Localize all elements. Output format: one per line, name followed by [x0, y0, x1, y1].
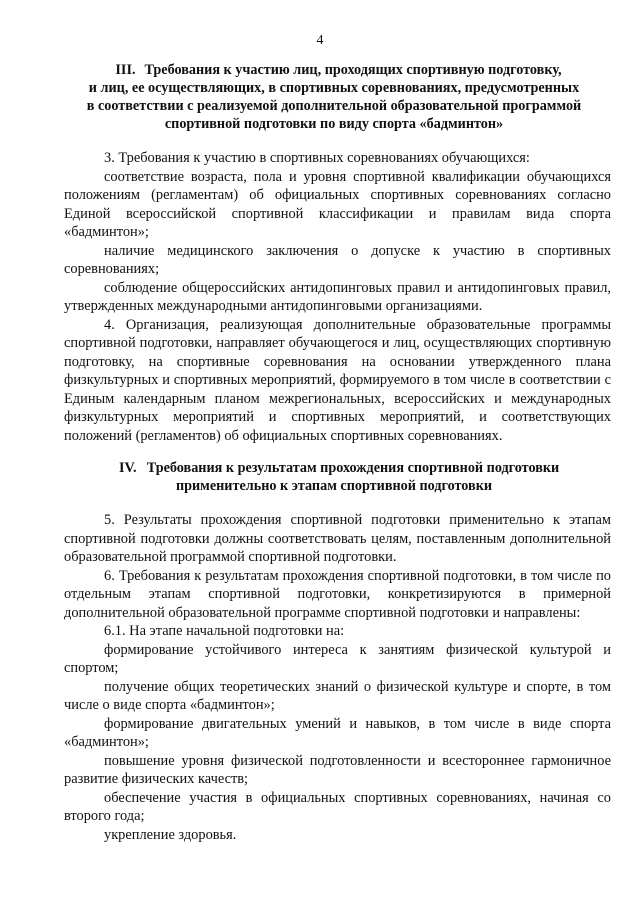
paragraph: 5. Результаты прохождения спортивной подготовки применительно к этапам спортивной подготовки должны соответствовать целям, поставленным дополнительной образовательной программой спортивной подготовки.: [64, 512, 611, 565]
section-3-title-line-3: в соответствии с реализуемой дополнительной образовательной программой: [86, 98, 582, 114]
section-3-body: [64, 149, 611, 445]
list-item: получение общих теоретических знаний о физической культуре и спорте, в том числе о виде спорта «бадминтон»;: [64, 678, 611, 713]
page-number: 4: [316, 33, 324, 48]
paragraph: соответствие возраста, пола и уровня спортивной квалификации обучающихся положениям (регламентам) об официальных спортивных соревнованиях согласно Единой всероссийской спортивной классификации и правилам вида спорта «бадминтон»;: [64, 168, 611, 240]
paragraph: 4. Организация, реализующая дополнительные образовательные программы спортивной подготовки, направляет обучающегося и лиц, осуществляющих спортивную подготовку, на спортивные соревнования на основании утвержденного плана физкультурных и спортивных мероприятий, формируемого в том числе в соответствии с Единым календарным планом межрегиональных, всероссийских и международных физкультурных мероприятий и спортивных мероприятий, и соответствующих положений (регламентов) об официальных спортивных соревнованиях.: [64, 316, 611, 444]
paragraph: наличие медицинского заключения о допуске к участию в спортивных соревнованиях;: [64, 242, 611, 277]
section-4-numeral: IV.: [119, 460, 137, 476]
list-item: обеспечение участия в официальных спортивных соревнованиях, начиная со второго года;: [64, 789, 611, 824]
section-4-body: [64, 511, 611, 844]
list-item: формирование устойчивого интереса к занятиям физической культурой и спортом;: [64, 641, 611, 676]
paragraph: соблюдение общероссийских антидопинговых правил и антидопинговых правил, утвержденных международными антидопинговыми организациями.: [64, 279, 611, 314]
paragraph: 6.1. На этапе начальной подготовки на:: [104, 623, 345, 639]
section-3-title-line-2: и лиц, ее осуществляющих, в спортивных соревнованиях, предусмотренных: [88, 80, 580, 96]
paragraph: 3. Требования к участию в спортивных соревнованиях обучающихся:: [104, 150, 530, 166]
section-4-title-line-2: применительно к этапам спортивной подготовки: [175, 478, 493, 494]
section-3-title-line-1: Требования к участию лиц, проходящих спортивную подготовку,: [144, 62, 562, 78]
section-3-heading: [60, 61, 608, 133]
paragraph: 6. Требования к результатам прохождения спортивной подготовки, в том числе по отдельным этапам спортивной подготовки, конкретизируются в примерной дополнительной образовательной программе спортивной подготовки и направлены:: [64, 567, 611, 621]
list-item: укрепление здоровья.: [104, 826, 237, 843]
section-3-heading-line: [60, 61, 608, 79]
section-4-heading: [60, 459, 608, 495]
section-4-title-line-1: Требования к результатам прохождения спортивной подготовки: [146, 460, 560, 476]
list-item: повышение уровня физической подготовленности и всестороннее гармоничное развитие физических качеств;: [64, 752, 611, 787]
section-3-numeral: III.: [115, 62, 136, 78]
section-4-heading-line: [60, 459, 608, 477]
list-item: формирование двигательных умений и навыков, в том числе в виде спорта «бадминтон»;: [64, 715, 611, 750]
section-3-title-line-4: спортивной подготовки по виду спорта «бадминтон»: [164, 116, 504, 132]
